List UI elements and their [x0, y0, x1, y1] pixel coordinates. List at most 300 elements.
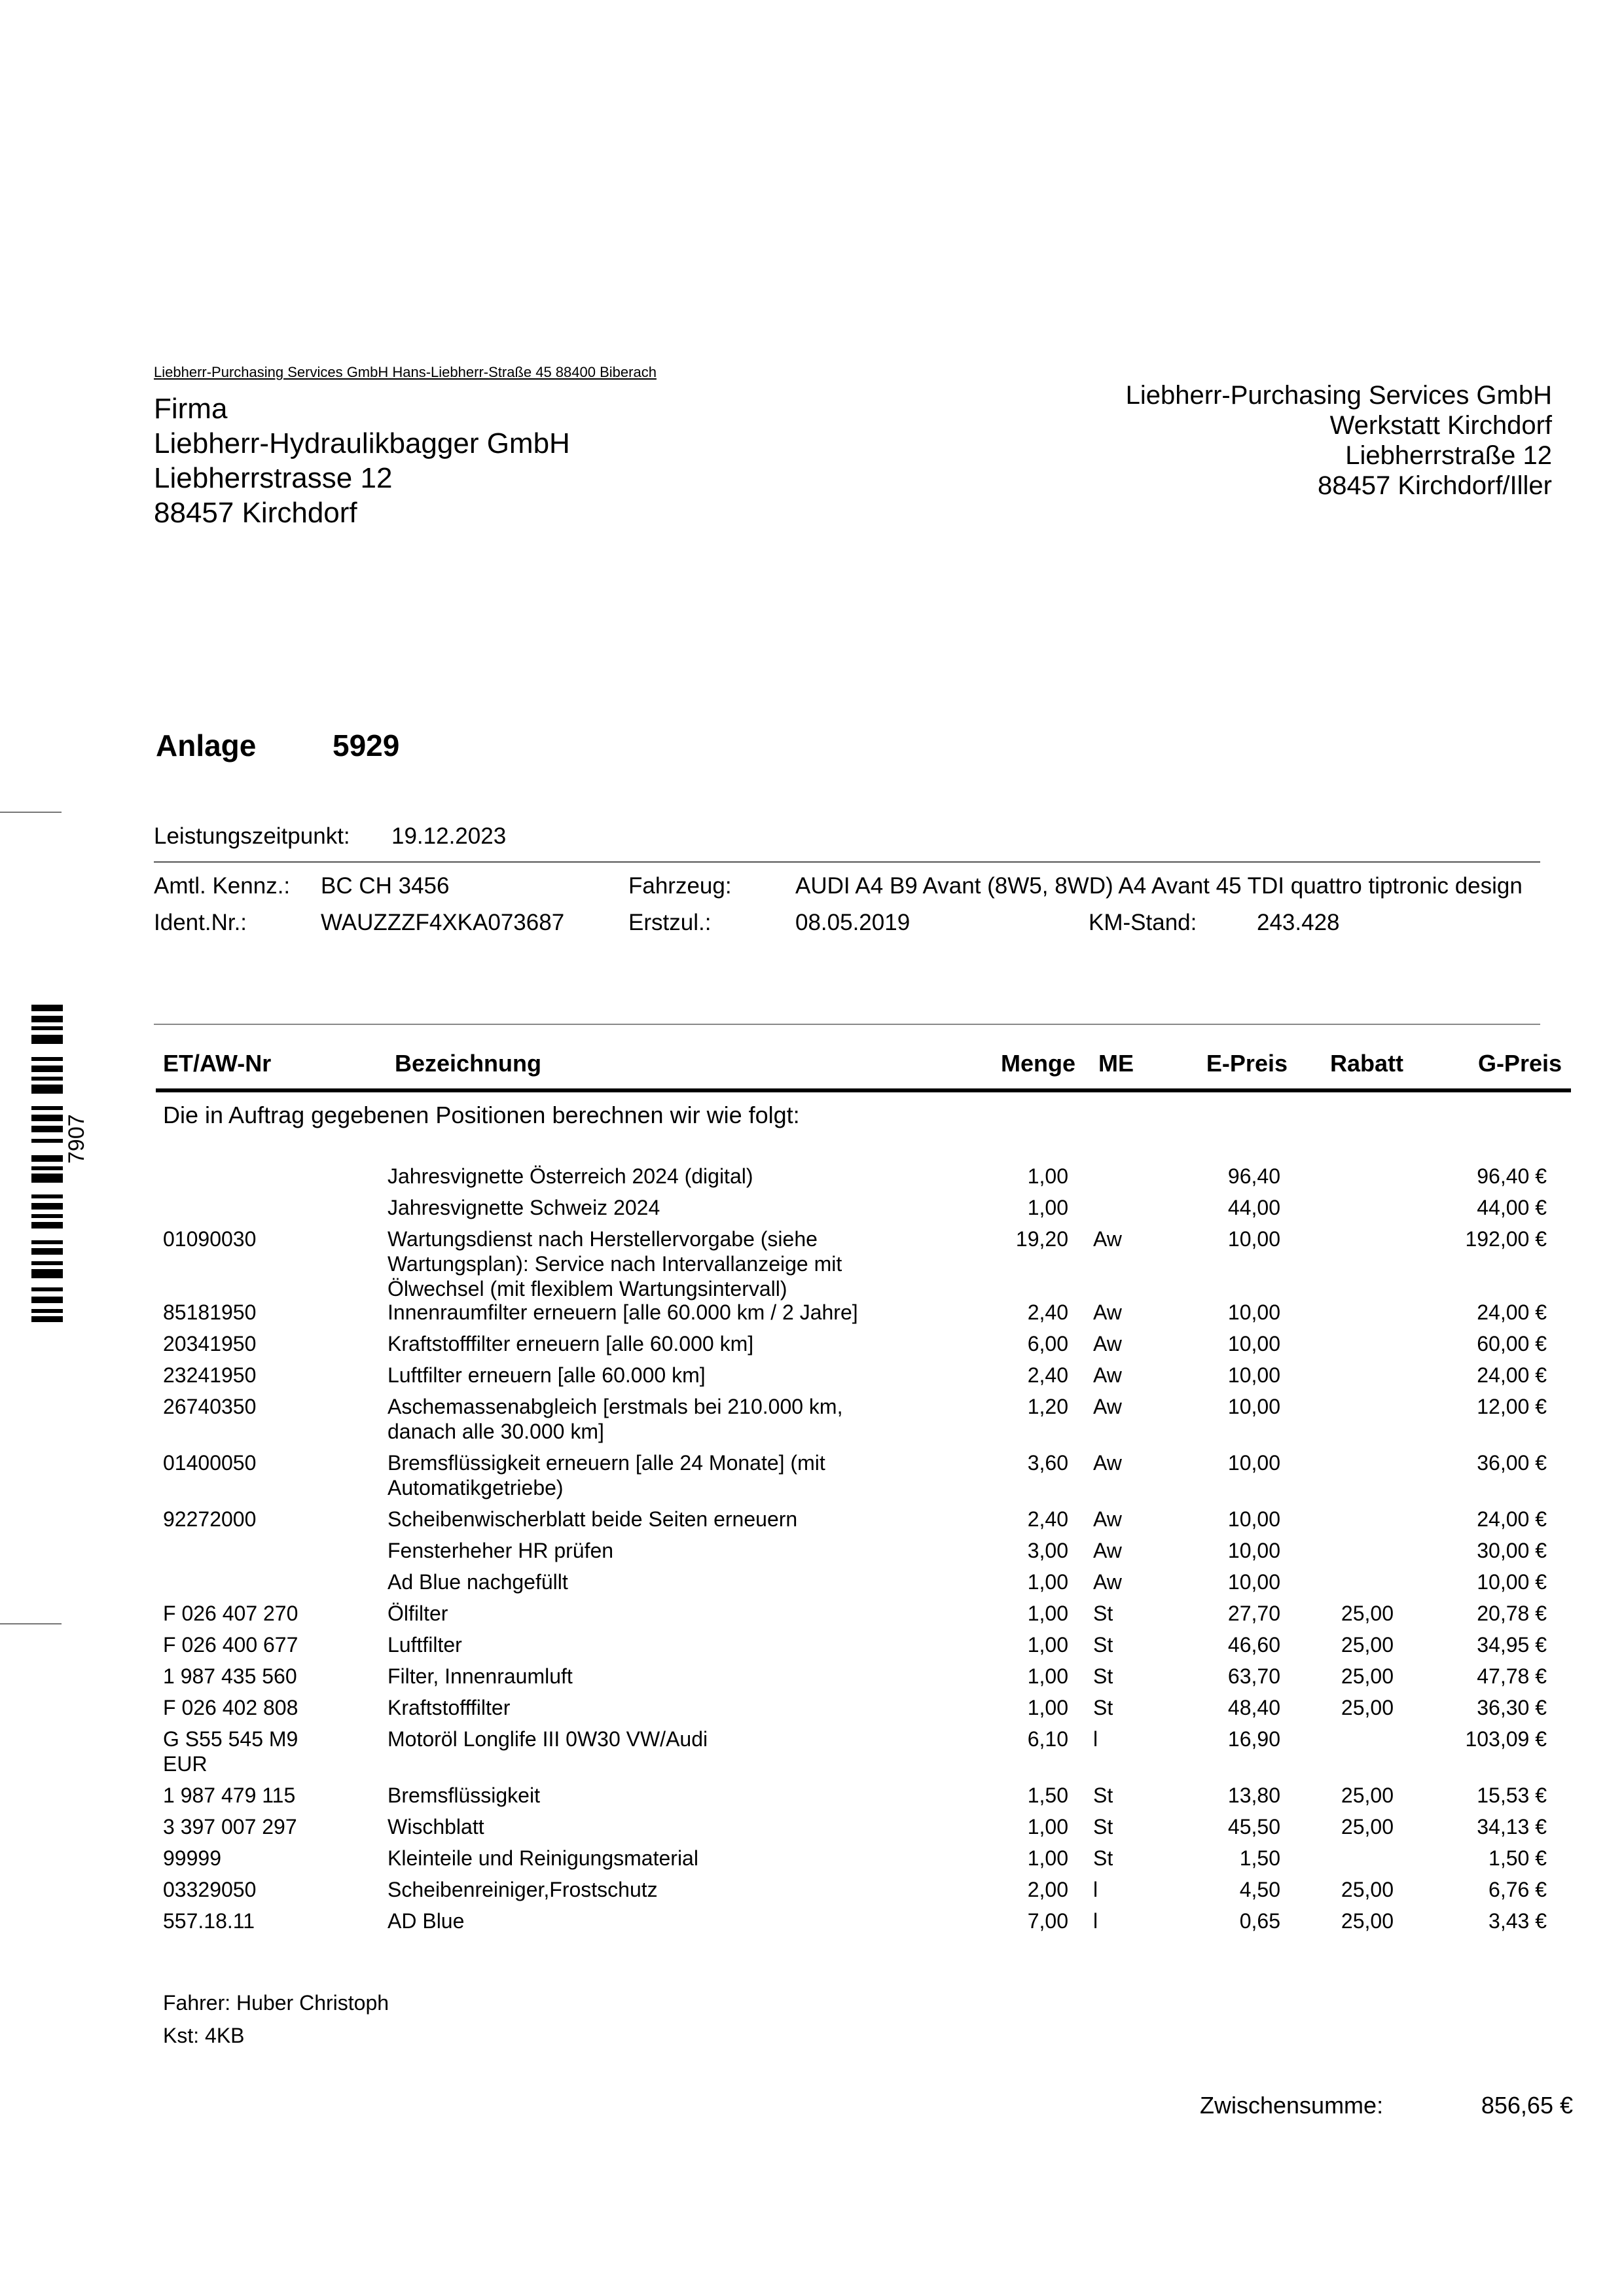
position-number-line: EUR: [163, 1752, 208, 1776]
col-header-rabatt: Rabatt: [1329, 1050, 1403, 1077]
position-unit-price-line: 10,00: [1227, 1570, 1280, 1594]
recipient-address: [154, 391, 570, 530]
position-total: [1477, 1450, 1547, 1475]
position-total-line: 47,78 €: [1477, 1664, 1547, 1688]
position-unit-price: [1228, 1507, 1280, 1532]
position-unit-price: [1228, 1195, 1280, 1220]
position-unit-price-line: 10,00: [1227, 1539, 1280, 1562]
sender-address-line: Liebherr-Purchasing Services GmbH Hans-Liebherr-Straße 45 88400 Biberach: [154, 364, 657, 380]
position-description: [388, 1363, 706, 1388]
position-number-line: 1 987 479 115: [163, 1784, 296, 1807]
table-intro: Die in Auftrag gegebenen Positionen berechnen wir wie folgt:: [163, 1102, 800, 1128]
position-unit-price: [1228, 1363, 1280, 1388]
position-number-line: F 026 402 808: [163, 1696, 298, 1719]
position-description: [388, 1570, 568, 1594]
zwischensumme-value: 856,65 €: [1481, 2092, 1573, 2119]
position-description: [388, 1783, 540, 1808]
position-discount: [1341, 1601, 1394, 1626]
position-unit: [1093, 1601, 1113, 1626]
position-total: [1477, 1507, 1547, 1532]
position-total: [1477, 1394, 1547, 1419]
position-unit-price-line: 63,70: [1227, 1664, 1280, 1688]
position-total-line: 24,00 €: [1477, 1300, 1547, 1324]
position-description-line: Luftfilter erneuern [alle 60.000 km]: [388, 1363, 706, 1387]
position-total: [1477, 1331, 1547, 1356]
col-header-me: ME: [1098, 1050, 1134, 1077]
position-quantity: [1028, 1450, 1068, 1475]
position-total-line: 36,30 €: [1477, 1696, 1547, 1719]
position-number: [163, 1331, 256, 1356]
position-quantity-line: 1,00: [1027, 1664, 1068, 1688]
position-number: [163, 1300, 256, 1325]
position-description: [388, 1331, 753, 1356]
position-number: [163, 1783, 295, 1808]
position-unit-price: [1228, 1394, 1280, 1419]
position-total: [1477, 1664, 1547, 1689]
position-description-line: Kraftstofffilter: [388, 1696, 511, 1719]
position-number: [163, 1601, 298, 1626]
kostenstelle: Kst: 4KB: [163, 2024, 245, 2047]
position-unit: [1093, 1507, 1122, 1532]
recipient-line: Liebherr-Hydraulikbagger GmbH: [154, 427, 570, 459]
position-unit-line: St: [1093, 1633, 1113, 1657]
position-quantity: [1028, 1601, 1068, 1626]
position-quantity-line: 1,20: [1027, 1395, 1068, 1418]
company-line: Werkstatt Kirchdorf: [1329, 411, 1552, 440]
barcode-number: 7907: [64, 1114, 89, 1164]
position-quantity-line: 3,60: [1027, 1451, 1068, 1475]
position-description: [388, 1538, 613, 1563]
position-discount-line: 25,00: [1341, 1602, 1394, 1625]
position-quantity-line: 2,40: [1027, 1507, 1068, 1531]
position-unit-price-line: 4,50: [1239, 1878, 1280, 1901]
position-description-line: Scheibenwischerblatt beide Seiten erneuern: [388, 1507, 798, 1531]
position-unit-price: [1228, 1783, 1280, 1808]
position-description-line: Ölwechsel (mit flexiblem Wartungsintervall): [388, 1277, 787, 1300]
position-discount-line: 25,00: [1341, 1815, 1394, 1839]
position-unit: [1093, 1570, 1122, 1594]
position-total: [1465, 1727, 1547, 1751]
position-total: [1465, 1227, 1547, 1251]
col-header-epreis: E-Preis: [1206, 1050, 1288, 1077]
position-description-line: Filter, Innenraumluft: [388, 1664, 573, 1688]
position-number-line: 01090030: [163, 1227, 257, 1251]
position-description: [388, 1394, 842, 1444]
position-unit-price-line: 10,00: [1227, 1363, 1280, 1387]
position-discount-line: 25,00: [1341, 1878, 1394, 1901]
position-quantity: [1028, 1164, 1068, 1189]
position-unit-price-line: 0,65: [1239, 1909, 1280, 1933]
position-unit: [1093, 1727, 1098, 1751]
company-line: Liebherrstraße 12: [1345, 441, 1552, 470]
position-unit: [1093, 1632, 1113, 1657]
position-unit-price: [1228, 1601, 1280, 1626]
position-description-line: Kleinteile und Reinigungsmaterial: [388, 1846, 698, 1870]
position-unit-price: [1228, 1727, 1280, 1751]
anlage-label: Anlage: [156, 728, 257, 762]
position-number: [163, 1664, 297, 1689]
position-quantity-line: 6,10: [1027, 1727, 1068, 1751]
position-unit-price-line: 10,00: [1227, 1227, 1280, 1251]
position-description: [388, 1727, 708, 1751]
position-unit-line: St: [1093, 1815, 1113, 1839]
position-unit: [1093, 1394, 1122, 1419]
position-number: [163, 1632, 298, 1657]
fahrer: Fahrer: Huber Christoph: [163, 1991, 389, 2015]
position-unit-line: Aw: [1093, 1227, 1122, 1251]
position-quantity-line: 1,00: [1027, 1846, 1068, 1870]
position-discount: [1341, 1814, 1394, 1839]
position-total: [1477, 1195, 1547, 1220]
erstzul-label: Erstzul.:: [628, 910, 712, 935]
position-description: [388, 1450, 825, 1500]
position-quantity: [1016, 1227, 1068, 1251]
position-unit-price: [1228, 1538, 1280, 1563]
header-rule: [156, 1088, 1571, 1092]
position-quantity-line: 2,40: [1027, 1300, 1068, 1324]
position-quantity: [1028, 1195, 1068, 1220]
position-description: [388, 1695, 510, 1720]
position-description-line: Scheibenreiniger,Frostschutz: [388, 1878, 658, 1901]
position-description-line: Wartungsplan): Service nach Intervallanzeige mit: [388, 1252, 842, 1276]
recipient-line: Firma: [154, 393, 228, 425]
position-quantity: [1028, 1570, 1068, 1594]
position-description: [388, 1632, 462, 1657]
km-value: 243.428: [1257, 910, 1340, 935]
position-total-line: 30,00 €: [1477, 1539, 1547, 1562]
position-total-line: 103,09 €: [1465, 1727, 1547, 1751]
position-number: [163, 1695, 298, 1720]
position-unit-price-line: 16,90: [1227, 1727, 1280, 1751]
position-total: [1477, 1695, 1547, 1720]
position-unit: [1093, 1695, 1113, 1720]
position-quantity-line: 6,00: [1027, 1332, 1068, 1355]
position-unit-line: Aw: [1093, 1332, 1122, 1355]
position-discount: [1341, 1664, 1394, 1689]
position-quantity: [1028, 1814, 1068, 1839]
position-description: [388, 1814, 484, 1839]
position-description: [388, 1664, 573, 1689]
fahrzeug-label: Fahrzeug:: [628, 873, 732, 899]
position-quantity-line: 1,00: [1027, 1696, 1068, 1719]
position-unit-price-line: 10,00: [1227, 1451, 1280, 1475]
position-unit-price: [1228, 1664, 1280, 1689]
km-label: KM-Stand:: [1089, 910, 1197, 935]
position-quantity: [1028, 1727, 1068, 1751]
position-unit: [1093, 1300, 1122, 1325]
position-quantity-line: 1,00: [1027, 1164, 1068, 1188]
position-quantity: [1028, 1846, 1068, 1871]
position-unit-price-line: 13,80: [1227, 1784, 1280, 1807]
position-unit-line: Aw: [1093, 1363, 1122, 1387]
position-unit-price-line: 10,00: [1227, 1332, 1280, 1355]
position-description-line: Jahresvignette Schweiz 2024: [388, 1196, 660, 1219]
position-unit-line: Aw: [1093, 1395, 1122, 1418]
position-unit-price: [1240, 1909, 1280, 1933]
position-quantity: [1028, 1538, 1068, 1563]
position-unit: [1093, 1664, 1113, 1689]
position-number: [163, 1507, 256, 1532]
position-number: [163, 1450, 256, 1475]
position-number: [163, 1227, 256, 1251]
position-unit: [1093, 1450, 1122, 1475]
position-number: [163, 1814, 297, 1839]
position-unit-price-line: 10,00: [1227, 1395, 1280, 1418]
position-discount-line: 25,00: [1341, 1784, 1394, 1807]
position-total: [1477, 1601, 1547, 1626]
col-header-bezeichnung: Bezeichnung: [395, 1050, 542, 1077]
position-unit-line: Aw: [1093, 1507, 1122, 1531]
position-description-line: AD Blue: [388, 1909, 465, 1933]
position-unit: [1093, 1363, 1122, 1388]
position-total: [1489, 1877, 1547, 1902]
position-total-line: 60,00 €: [1477, 1332, 1547, 1355]
position-quantity: [1028, 1632, 1068, 1657]
position-unit: [1093, 1877, 1098, 1902]
position-discount: [1341, 1632, 1394, 1657]
position-quantity: [1028, 1363, 1068, 1388]
leistungszeitpunkt-label: Leistungszeitpunkt:: [154, 823, 350, 849]
divider: [154, 861, 1540, 863]
position-total: [1477, 1538, 1547, 1563]
position-quantity-line: 2,40: [1027, 1363, 1068, 1387]
position-total: [1477, 1363, 1547, 1388]
position-total: [1477, 1300, 1547, 1325]
position-quantity: [1028, 1783, 1068, 1808]
position-quantity: [1028, 1695, 1068, 1720]
position-number-line: 85181950: [163, 1300, 257, 1324]
position-total-line: 6,76 €: [1489, 1878, 1547, 1901]
company-address: [1126, 380, 1552, 501]
position-unit-price: [1228, 1227, 1280, 1251]
position-total-line: 34,95 €: [1477, 1633, 1547, 1657]
leistungszeitpunkt-value: 19.12.2023: [391, 823, 507, 849]
position-number-line: 557.18.11: [163, 1909, 255, 1933]
position-number: [163, 1363, 256, 1388]
position-total: [1477, 1632, 1547, 1657]
position-unit-line: l: [1093, 1909, 1098, 1933]
position-quantity-line: 7,00: [1027, 1909, 1068, 1933]
position-unit-line: St: [1093, 1664, 1113, 1688]
divider: [154, 1024, 1540, 1025]
position-number-line: 01400050: [163, 1451, 257, 1475]
position-description: [388, 1227, 842, 1301]
position-number-line: 23241950: [163, 1363, 257, 1387]
position-number: [163, 1909, 255, 1933]
position-unit-price-line: 10,00: [1227, 1507, 1280, 1531]
position-unit-price-line: 45,50: [1227, 1815, 1280, 1839]
position-description: [388, 1164, 753, 1189]
position-quantity: [1028, 1664, 1068, 1689]
position-total-line: 24,00 €: [1477, 1507, 1547, 1531]
position-unit-price: [1228, 1331, 1280, 1356]
position-number: [163, 1727, 298, 1776]
company-line: Liebherr-Purchasing Services GmbH: [1125, 381, 1552, 410]
position-quantity-line: 3,00: [1027, 1539, 1068, 1562]
position-unit-price: [1228, 1632, 1280, 1657]
position-number-line: 3 397 007 297: [163, 1815, 297, 1839]
position-total-line: 15,53 €: [1477, 1784, 1547, 1807]
position-unit-price: [1228, 1164, 1280, 1189]
kennz-label: Amtl. Kennz.:: [154, 873, 291, 899]
position-unit-price: [1228, 1570, 1280, 1594]
position-unit-price: [1228, 1695, 1280, 1720]
position-quantity-line: 19,20: [1015, 1227, 1068, 1251]
position-unit-line: St: [1093, 1696, 1113, 1719]
position-number-line: 1 987 435 560: [163, 1664, 297, 1688]
position-number-line: 20341950: [163, 1332, 257, 1355]
fold-mark: [0, 1623, 62, 1624]
position-quantity: [1028, 1331, 1068, 1356]
position-number-line: G S55 545 M9: [163, 1727, 298, 1751]
position-total-line: 3,43 €: [1489, 1909, 1547, 1933]
position-unit-price: [1228, 1300, 1280, 1325]
position-discount-line: 25,00: [1341, 1664, 1394, 1688]
position-total: [1477, 1164, 1547, 1189]
position-quantity-line: 1,00: [1027, 1602, 1068, 1625]
position-description-line: Kraftstofffilter erneuern [alle 60.000 km]: [388, 1332, 754, 1355]
position-number-line: F 026 407 270: [163, 1602, 298, 1625]
position-description-line: Motoröl Longlife III 0W30 VW/Audi: [388, 1727, 708, 1751]
position-unit-line: Aw: [1093, 1300, 1122, 1324]
position-unit-price-line: 27,70: [1227, 1602, 1280, 1625]
col-header-gpreis: G-Preis: [1477, 1050, 1562, 1077]
position-total-line: 44,00 €: [1477, 1196, 1547, 1219]
kennz-value: BC CH 3456: [321, 873, 450, 899]
position-quantity-line: 1,00: [1027, 1570, 1068, 1594]
position-total-line: 192,00 €: [1465, 1227, 1547, 1251]
position-description-line: Bremsflüssigkeit erneuern [alle 24 Monate] (mit: [388, 1451, 825, 1475]
position-unit: [1093, 1331, 1122, 1356]
position-unit-line: l: [1093, 1878, 1098, 1901]
position-description-line: danach alle 30.000 km]: [388, 1420, 604, 1443]
position-description: [388, 1846, 698, 1871]
position-description: [388, 1300, 858, 1325]
position-discount-line: 25,00: [1341, 1909, 1394, 1933]
position-unit: [1093, 1909, 1098, 1933]
position-unit-line: Aw: [1093, 1451, 1122, 1475]
position-description-line: Aschemassenabgleich [erstmals bei 210.000 km,: [388, 1395, 843, 1418]
position-quantity-line: 1,00: [1027, 1196, 1068, 1219]
position-unit-line: St: [1093, 1784, 1113, 1807]
position-total-line: 96,40 €: [1477, 1164, 1547, 1188]
position-unit-price-line: 1,50: [1239, 1846, 1280, 1870]
position-description: [388, 1601, 448, 1626]
position-description: [388, 1195, 660, 1220]
position-number-line: F 026 400 677: [163, 1633, 298, 1657]
position-description-line: Bremsflüssigkeit: [388, 1784, 540, 1807]
position-quantity: [1028, 1300, 1068, 1325]
barcode: [31, 1005, 63, 1322]
position-unit-line: St: [1093, 1602, 1113, 1625]
position-quantity-line: 1,00: [1027, 1633, 1068, 1657]
position-number-line: 92272000: [163, 1507, 257, 1531]
position-quantity: [1028, 1909, 1068, 1933]
position-unit: [1093, 1227, 1122, 1251]
position-description-line: Innenraumfilter erneuern [alle 60.000 km / 2 Jahre]: [388, 1300, 858, 1324]
position-quantity-line: 1,00: [1027, 1815, 1068, 1839]
recipient-line: Liebherrstrasse 12: [154, 462, 393, 494]
position-total-line: 1,50 €: [1489, 1846, 1547, 1870]
position-description: [388, 1909, 464, 1933]
position-number-line: 99999: [163, 1846, 221, 1870]
anlage-number: 5929: [333, 728, 400, 762]
position-number-line: 26740350: [163, 1395, 257, 1418]
position-unit-price-line: 46,60: [1227, 1633, 1280, 1657]
position-total-line: 36,00 €: [1477, 1451, 1547, 1475]
position-total: [1477, 1570, 1547, 1594]
position-unit-line: Aw: [1093, 1570, 1122, 1594]
position-description-line: Fensterheher HR prüfen: [388, 1539, 614, 1562]
position-unit-price: [1228, 1814, 1280, 1839]
position-total-line: 34,13 €: [1477, 1815, 1547, 1839]
position-unit-price-line: 10,00: [1227, 1300, 1280, 1324]
position-total: [1489, 1846, 1547, 1871]
position-unit: [1093, 1538, 1122, 1563]
position-quantity-line: 2,00: [1027, 1878, 1068, 1901]
recipient-line: 88457 Kirchdorf: [154, 497, 357, 529]
position-number: [163, 1877, 256, 1902]
position-unit-line: l: [1093, 1727, 1098, 1751]
position-number-line: 03329050: [163, 1878, 257, 1901]
position-discount: [1341, 1909, 1394, 1933]
ident-label: Ident.Nr.:: [154, 910, 247, 935]
company-line: 88457 Kirchdorf/Iller: [1318, 471, 1552, 500]
position-unit-price: [1240, 1877, 1280, 1902]
position-discount: [1341, 1695, 1394, 1720]
position-total: [1489, 1909, 1547, 1933]
position-quantity: [1028, 1507, 1068, 1532]
fold-mark: [0, 812, 62, 813]
position-discount-line: 25,00: [1341, 1633, 1394, 1657]
position-total-line: 12,00 €: [1477, 1395, 1547, 1418]
position-unit-price-line: 96,40: [1227, 1164, 1280, 1188]
col-header-menge: Menge: [1000, 1050, 1075, 1077]
position-unit: [1093, 1814, 1113, 1839]
position-total: [1477, 1814, 1547, 1839]
position-quantity: [1028, 1394, 1068, 1419]
position-discount: [1341, 1783, 1394, 1808]
position-total-line: 20,78 €: [1477, 1602, 1547, 1625]
position-unit: [1093, 1846, 1113, 1871]
position-discount: [1341, 1877, 1394, 1902]
position-description-line: Automatikgetriebe): [388, 1476, 564, 1499]
position-total-line: 24,00 €: [1477, 1363, 1547, 1387]
position-description-line: Jahresvignette Österreich 2024 (digital): [388, 1164, 753, 1188]
position-quantity: [1028, 1877, 1068, 1902]
position-description-line: Luftfilter: [388, 1633, 462, 1657]
position-unit: [1093, 1783, 1113, 1808]
position-number: [163, 1394, 256, 1419]
position-total: [1477, 1783, 1547, 1808]
position-description: [388, 1877, 658, 1902]
col-header-nr: ET/AW-Nr: [163, 1050, 272, 1077]
position-unit-line: Aw: [1093, 1539, 1122, 1562]
position-unit-line: St: [1093, 1846, 1113, 1870]
position-quantity-line: 1,50: [1027, 1784, 1068, 1807]
position-description-line: Wartungsdienst nach Herstellervorgabe (siehe: [388, 1227, 818, 1251]
position-total-line: 10,00 €: [1477, 1570, 1547, 1594]
erstzul-value: 08.05.2019: [795, 910, 911, 935]
fahrzeug-value: AUDI A4 B9 Avant (8W5, 8WD) A4 Avant 45 TDI quattro tiptronic design: [795, 873, 1523, 899]
position-unit-price: [1240, 1846, 1280, 1871]
zwischensumme-label: Zwischensumme:: [1200, 2092, 1384, 2119]
ident-value: WAUZZZF4XKA073687: [321, 910, 565, 935]
position-number: [163, 1846, 221, 1871]
position-unit-price: [1228, 1450, 1280, 1475]
position-description-line: Ad Blue nachgefüllt: [388, 1570, 568, 1594]
position-description-line: Wischblatt: [388, 1815, 484, 1839]
